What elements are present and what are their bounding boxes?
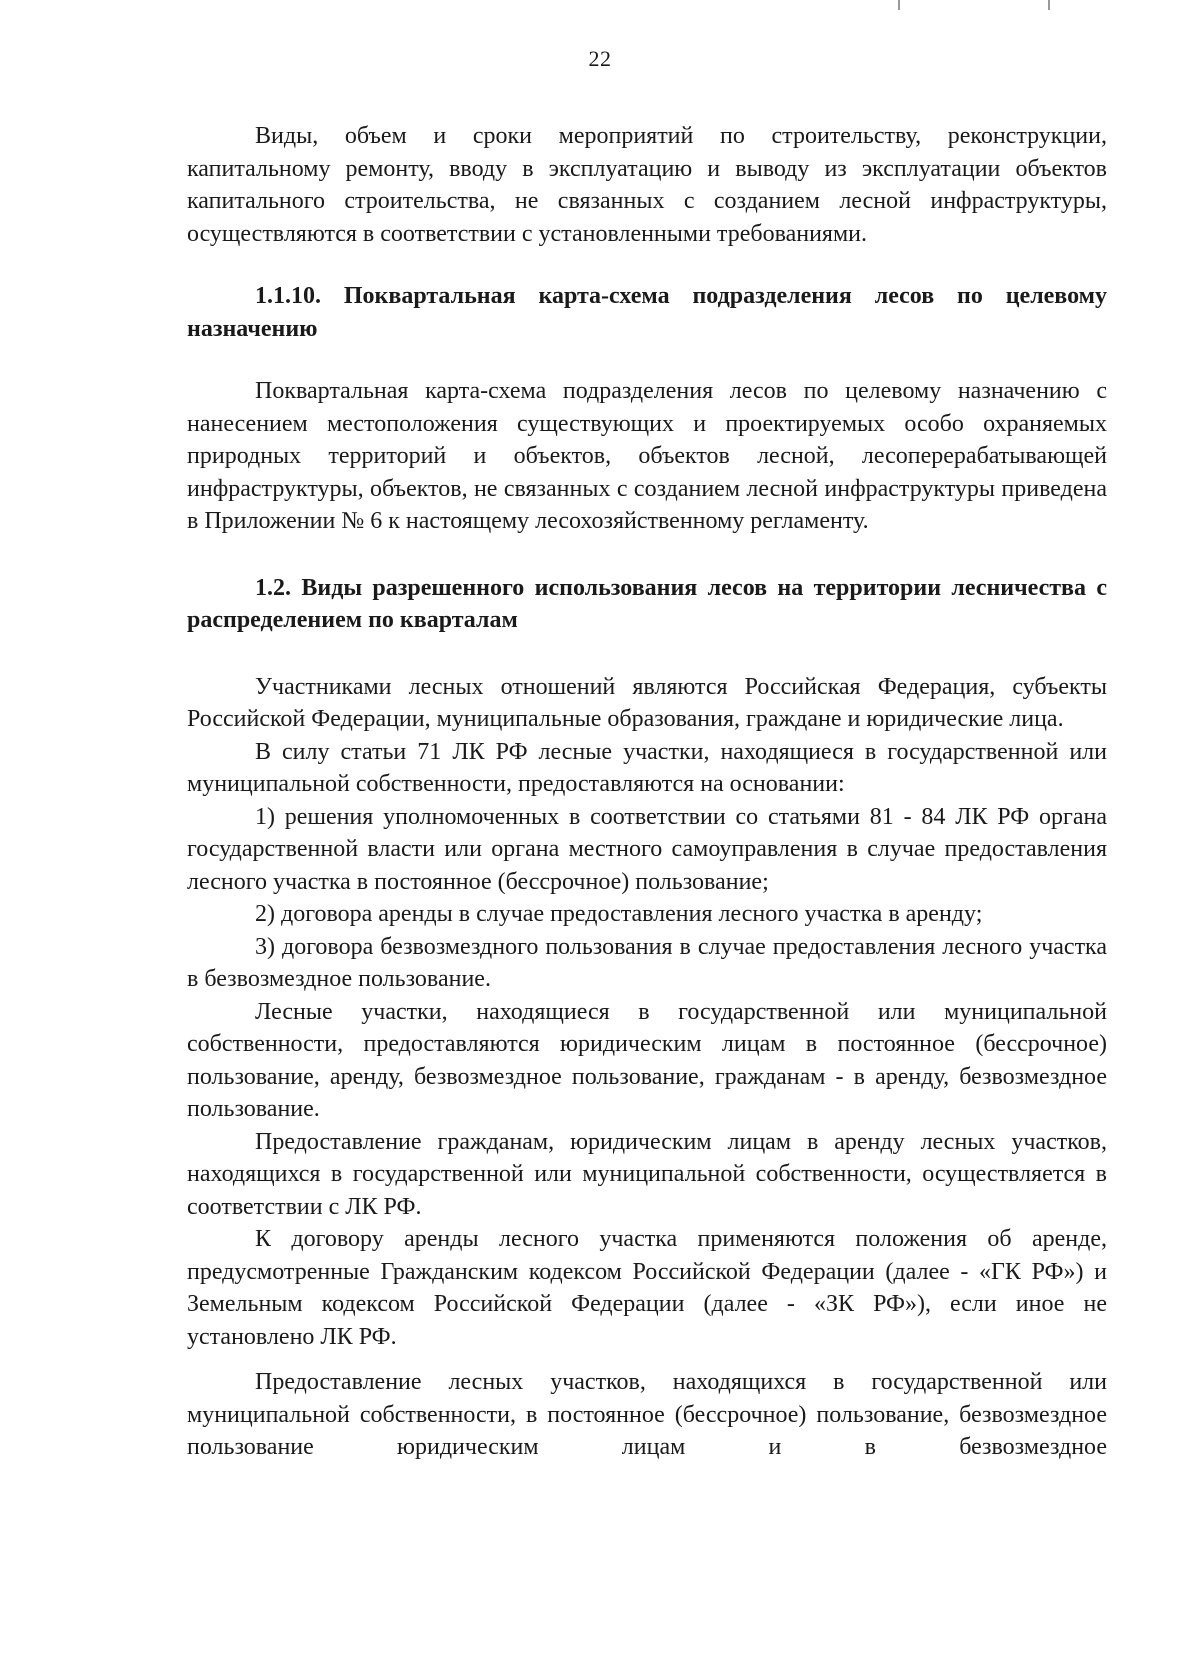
list-item-3: 3) договора безвозмездного пользования в случае предоставления лесного участка в безвозмездное пользование.	[187, 933, 1107, 992]
section-1-2-paragraph: В силу статьи 71 ЛК РФ лесные участки, находящиеся в государственной или муниципальной собственности, предоставляются на основании:	[187, 738, 1107, 797]
section-1-2-paragraph: Участниками лесных отношений являются Российская Федерация, субъекты Российской Федерации, муниципальные образования, граждане и юридические лица.	[187, 673, 1107, 732]
page-number: 22	[588, 46, 612, 71]
scan-mark	[1048, 0, 1050, 10]
section-1-2-paragraph: Предоставление гражданам, юридическим лицам в аренду лесных участков, находящихся в государственной или муниципальной собственности, осуществляется в соответствии с ЛК РФ.	[187, 1128, 1107, 1220]
list-item-1: 1) решения уполномоченных в соответствии со статьями 81 - 84 ЛК РФ органа государственной власти или органа местного самоуправления в случае предоставления лесного участка в постоянное (бессрочное) пользование;	[187, 803, 1107, 895]
section-1-2-paragraph: Лесные участки, находящиеся в государственной или муниципальной собственности, предоставляются юридическим лицам в постоянное (бессрочное) пользование, аренду, безвозмездное пользование, гражданам - в аренду, безвозмездное пользование.	[187, 998, 1107, 1122]
document-body	[187, 120, 1107, 1464]
section-1-2-paragraph: К договору аренды лесного участка применяются положения об аренде, предусмотренные Гражданским кодексом Российской Федерации (далее - «ГК РФ») и Земельным кодексом Российской Федерации (далее - «ЗК РФ»), если иное не установлено ЛК РФ.	[187, 1226, 1107, 1350]
intro-paragraph: Виды, объем и сроки мероприятий по строительству, реконструкции, капитальному ремонту, вводу в эксплуатацию и выводу из эксплуатации объектов капитального строительства, не связанных с созданием лесной инфраструктуры, осуществляются в соответствии с установленными требованиями.	[187, 123, 1107, 247]
section-1-1-10-paragraph: Поквартальная карта-схема подразделения лесов по целевому назначению с нанесением местоположения существующих и проектируемых особо охраняемых природных территорий и объектов, объектов лесной, лесоперерабатывающей инфраструктуры, объектов, не связанных с созданием лесной инфраструктуры приведена в Приложении № 6 к настоящему лесохозяйственному регламенту.	[187, 378, 1107, 534]
list-item-2: 2) договора аренды в случае предоставления лесного участка в аренду;	[255, 901, 983, 927]
section-heading-1-2: 1.2. Виды разрешенного использования лесов на территории лесничества с распределением по кварталам	[187, 574, 1107, 633]
scan-mark	[898, 0, 900, 10]
final-paragraph: Предоставление лесных участков, находящихся в государственной или муниципальной собственности, в постоянное (бессрочное) пользование, безвозмездное пользование юридическим лицам и в безвозмездное	[187, 1369, 1107, 1460]
section-heading-1-1-10: 1.1.10. Поквартальная карта-схема подразделения лесов по целевому назначению	[187, 283, 1107, 342]
